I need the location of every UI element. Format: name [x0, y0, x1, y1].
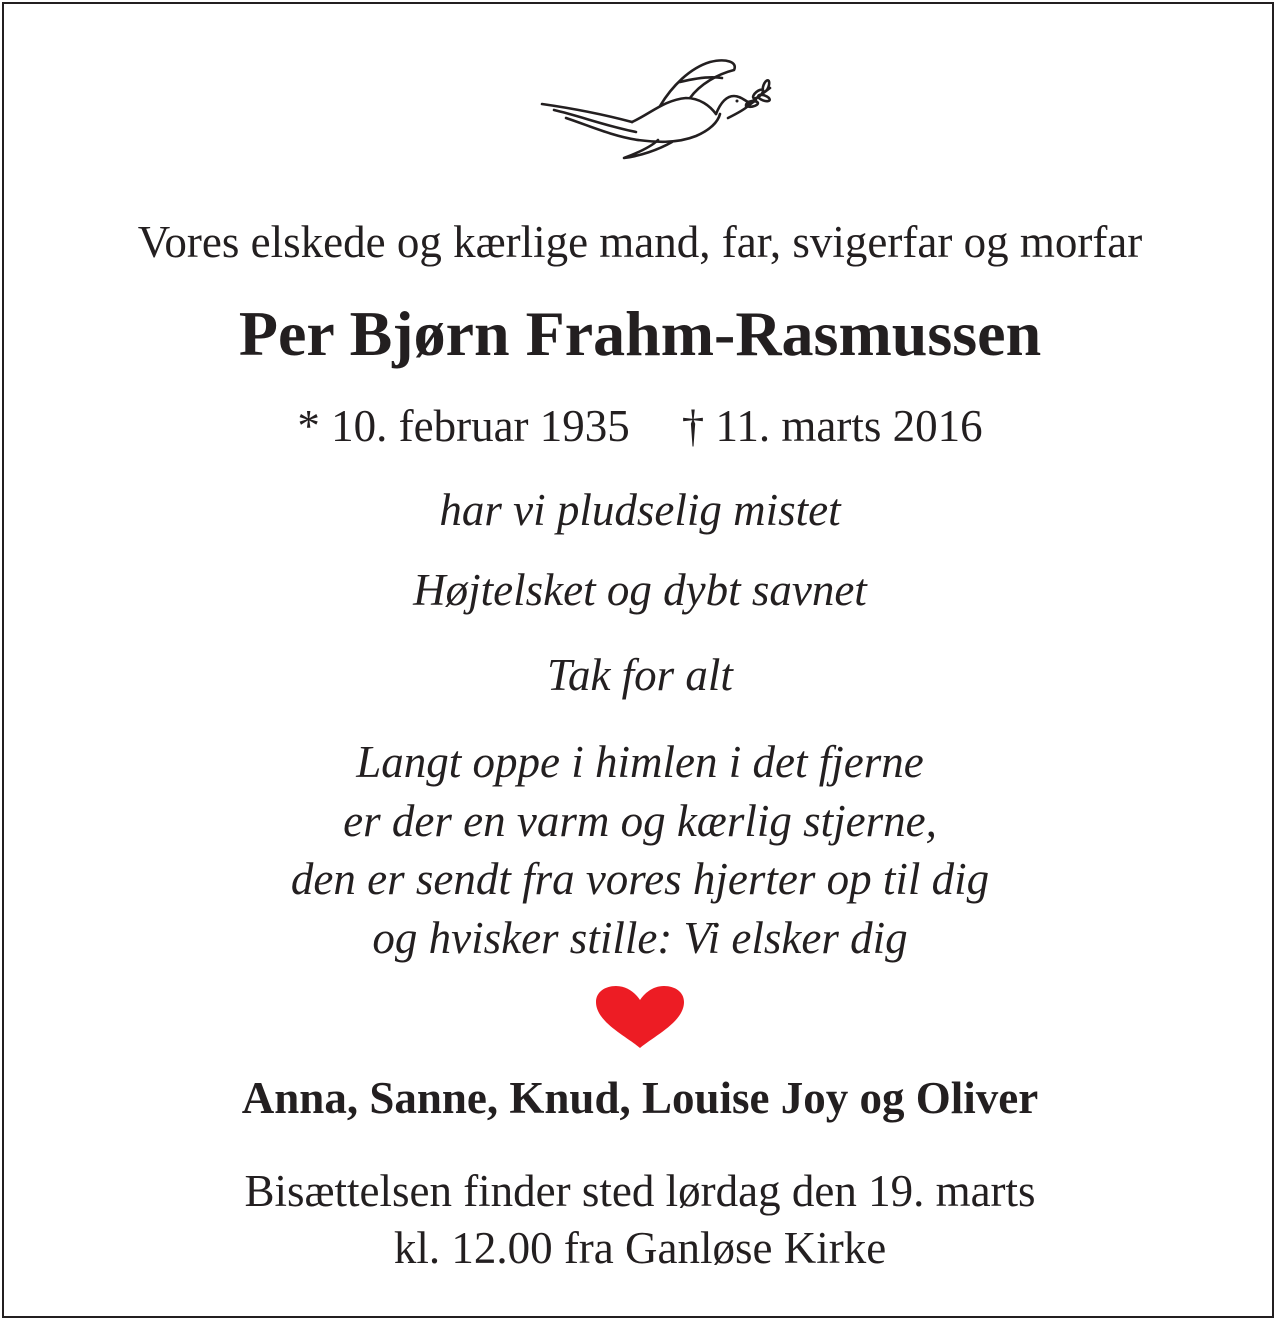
message-line: Højtelsket og dybt savnet	[413, 565, 867, 615]
dove-icon	[540, 56, 774, 162]
poem-line: er der en varm og kærlig stjerne,	[343, 795, 937, 846]
birth-date: * 10. februar 1935	[297, 401, 630, 451]
memorial-poem	[0, 733, 1280, 968]
intro-text: Vores elskede og kærlige mand, far, svigerfar og morfar	[137, 217, 1143, 267]
service-line: kl. 12.00 fra Ganløse Kirke	[393, 1223, 887, 1273]
deceased-name: Per Bjørn Frahm-Rasmussen	[238, 298, 1042, 369]
poem-line: den er sendt fra vores hjerter op til dig	[290, 854, 990, 905]
death-date: † 11. marts 2016	[681, 401, 983, 451]
service-line: Bisættelsen finder sted lørdag den 19. marts	[244, 1166, 1036, 1216]
poem-line: Langt oppe i himlen i det fjerne	[356, 737, 924, 787]
message-line: Tak for alt	[547, 650, 733, 700]
life-dates	[0, 401, 1280, 451]
family-names: Anna, Sanne, Knud, Louise Joy og Oliver	[241, 1073, 1039, 1123]
service-info	[0, 1163, 1280, 1277]
message-line: har vi pludselig mistet	[439, 485, 841, 535]
poem-line: og hvisker stille: Vi elsker dig	[372, 913, 908, 964]
heart-icon	[596, 986, 684, 1048]
